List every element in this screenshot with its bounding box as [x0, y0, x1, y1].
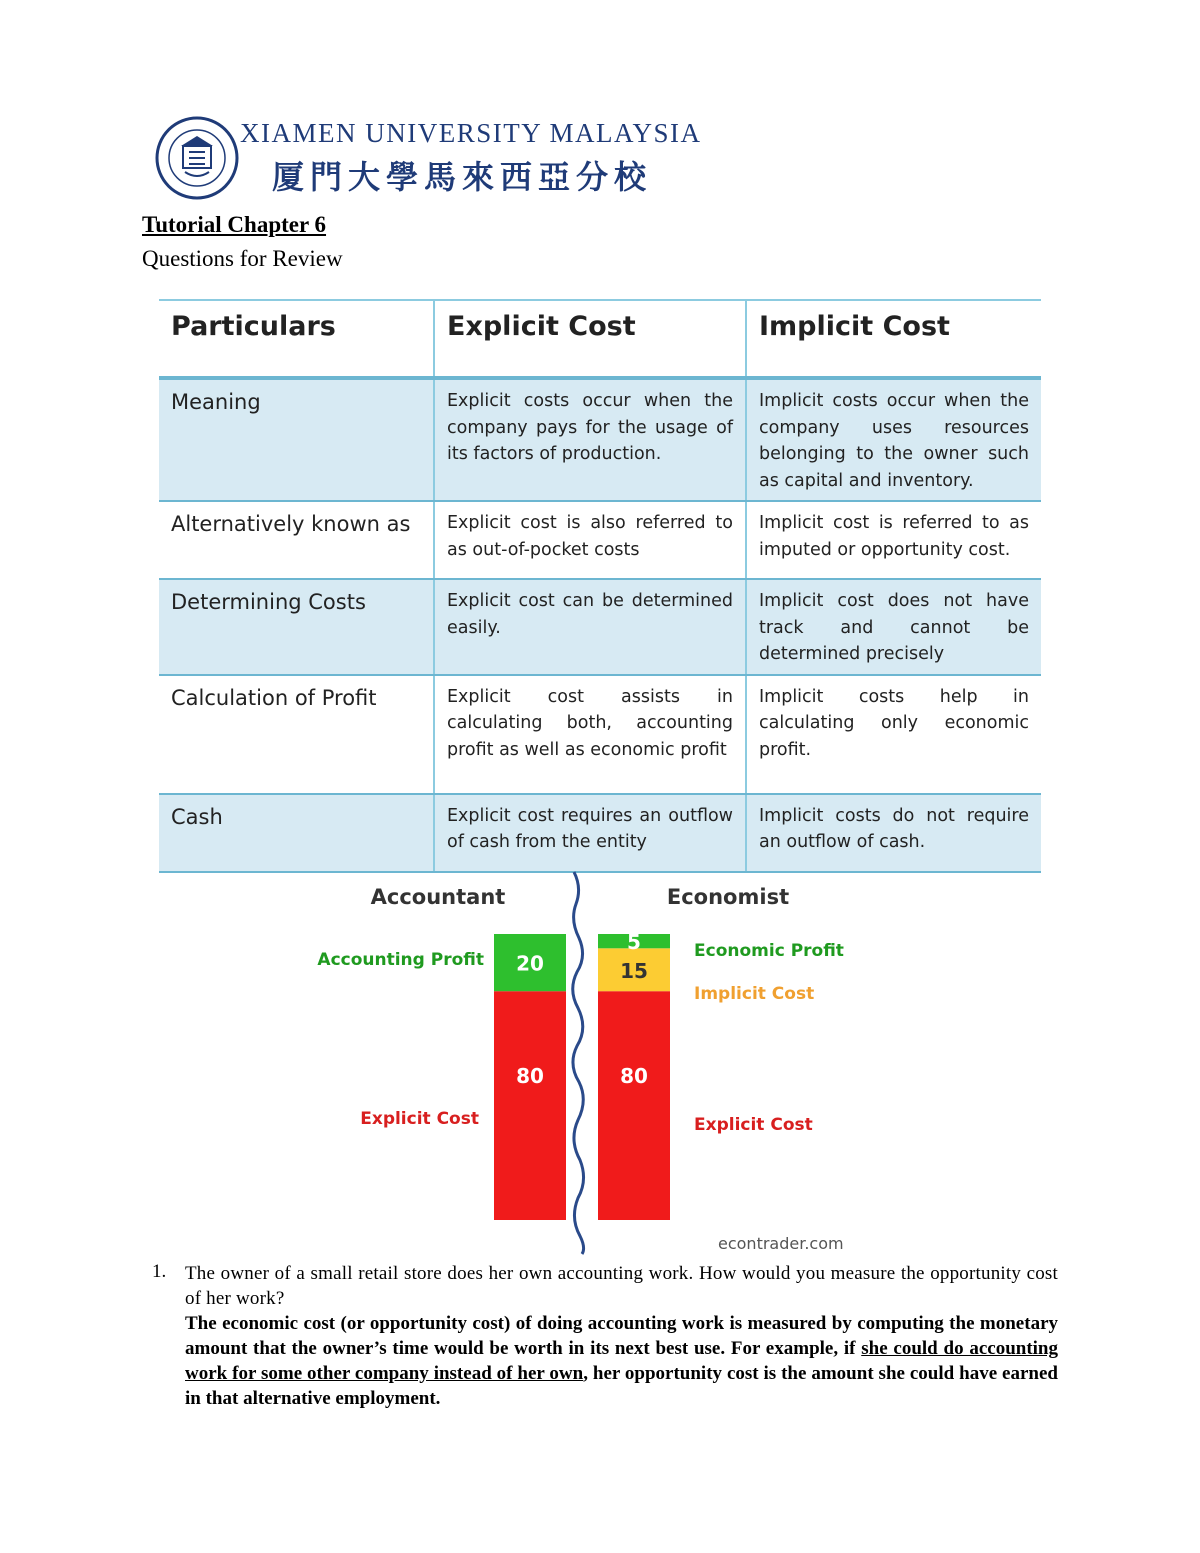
page-subtitle: Questions for Review [142, 246, 343, 271]
row-explicit: Explicit cost assists in calculating both, accounting profit as well as economic profit [434, 675, 746, 794]
header-particulars: Particulars [159, 300, 434, 378]
question-text: The owner of a small retail store does her own accounting work. How would you measure the opportunity cost of her work? [185, 1263, 1058, 1309]
bar-value-label: 5 [627, 930, 641, 955]
university-seal-icon [155, 116, 239, 200]
row-particular: Meaning [159, 378, 434, 501]
page-title: Tutorial Chapter 6 [142, 212, 327, 237]
label-explicit-cost-accountant: Explicit Cost [360, 1109, 479, 1129]
table-row [159, 501, 1041, 579]
table-header-row [159, 300, 1041, 378]
cost-comparison-table [159, 299, 1041, 873]
label-accounting-profit: Accounting Profit [317, 950, 484, 970]
row-implicit: Implicit costs occur when the company uses resources belonging to the owner such as capital and inventory. [746, 378, 1041, 501]
row-implicit: Implicit costs help in calculating only economic profit. [746, 675, 1041, 794]
label-economic-profit: Economic Profit [694, 941, 844, 961]
answer-part-2: , her opportunity cost is the amount she could have earned in that alternative employment. [185, 1363, 1058, 1409]
answer-part-1: The economic cost (or opportunity cost) of doing accounting work is measured by computing the monetary amount that the owner’s time would be worth in its next best use. For example, if [185, 1313, 1058, 1359]
chart-source: econtrader.com [718, 1234, 844, 1253]
answer-underlined: she could do accounting work for some other company instead of her own [185, 1338, 1059, 1384]
table-row [159, 378, 1041, 501]
bar-accountant-explicit-cost [494, 991, 566, 1220]
header-implicit-cost: Implicit Cost [746, 300, 1041, 378]
question-block [185, 1261, 1058, 1411]
row-explicit: Explicit cost can be determined easily. [434, 579, 746, 675]
label-implicit-cost: Implicit Cost [694, 984, 815, 1004]
row-implicit: Implicit costs do not require an outflow of cash. [746, 794, 1041, 872]
bar-value-label: 20 [516, 951, 544, 976]
bar-economist-explicit-cost [598, 991, 670, 1220]
accountant-vs-economist-chart [300, 868, 900, 1258]
table-row [159, 794, 1041, 872]
header-explicit-cost: Explicit Cost [434, 300, 746, 378]
row-particular: Cash [159, 794, 434, 872]
table-row [159, 675, 1041, 794]
table-row [159, 579, 1041, 675]
row-particular: Calculation of Profit [159, 675, 434, 794]
category-label-accountant: Accountant [370, 885, 506, 909]
university-name-en: XIAMEN UNIVERSITY MALAYSIA [240, 118, 702, 148]
answer-text [185, 1311, 1058, 1411]
university-name-cn: 厦門大學馬來西亞分校 [272, 158, 653, 196]
question-number: 1. [152, 1261, 167, 1282]
row-explicit: Explicit cost requires an outflow of cash from the entity [434, 794, 746, 872]
divider-line [573, 872, 584, 1254]
row-explicit: Explicit costs occur when the company pays for the usage of its factors of production. [434, 378, 746, 501]
bar-value-label: 80 [516, 1064, 544, 1089]
bar-value-label: 15 [620, 958, 648, 983]
row-implicit: Implicit cost is referred to as imputed or opportunity cost. [746, 501, 1041, 579]
label-explicit-cost-economist: Explicit Cost [694, 1115, 813, 1135]
row-explicit: Explicit cost is also referred to as out-of-pocket costs [434, 501, 746, 579]
row-implicit: Implicit cost does not have track and cannot be determined precisely [746, 579, 1041, 675]
row-particular: Alternatively known as [159, 501, 434, 579]
bar-value-label: 80 [620, 1064, 648, 1089]
row-particular: Determining Costs [159, 579, 434, 675]
category-label-economist: Economist [666, 885, 790, 909]
